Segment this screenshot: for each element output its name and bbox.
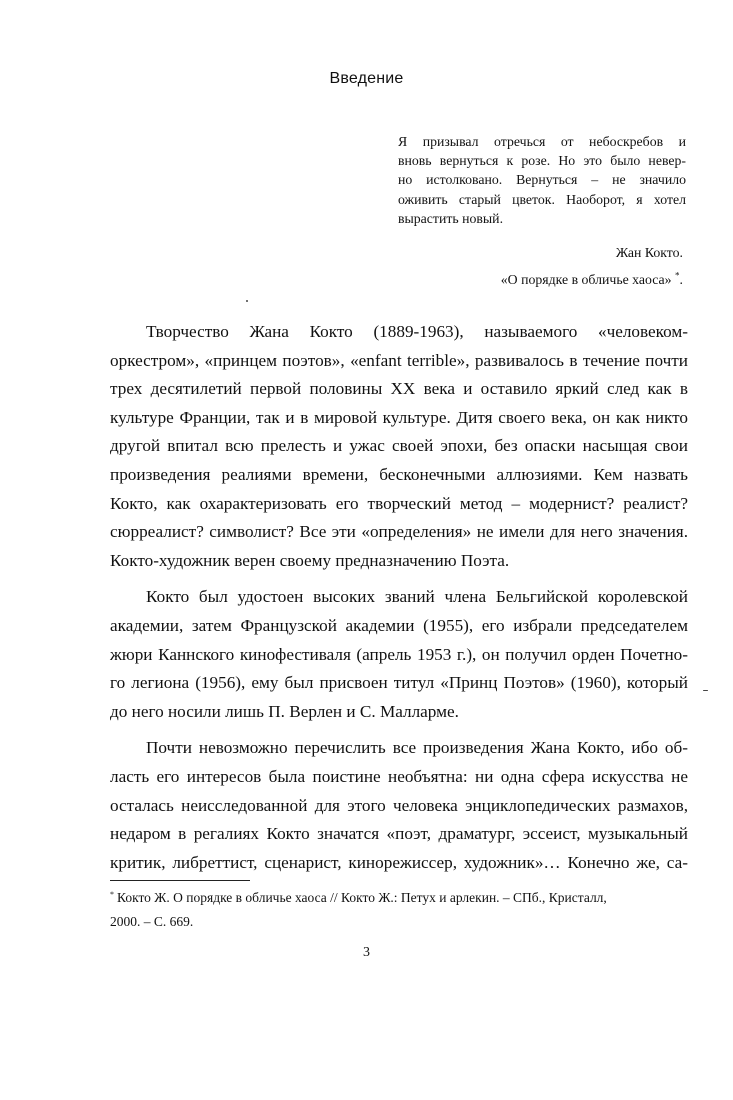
footnote-text: Кокто Ж. О порядке в обличье хаоса // Кокто Ж.: Петух и арлекин. – СПб., Кристалл, <box>117 890 607 905</box>
text-line: академии, затем Французской академии (1955), его избрали председателем <box>110 615 688 635</box>
text-line: Кокто, как охарактеризовать его творческий метод – модернист? реалист? <box>110 493 688 513</box>
text-line: критик, либреттист, сценарист, кинорежиссер, художник»… Конечно же, са- <box>110 852 688 872</box>
paragraph <box>110 583 688 726</box>
text-line: Кокто-художник верен своему предназначению Поэта. <box>110 550 510 570</box>
epigraph-source-tail: . <box>679 272 683 287</box>
footnote-separator <box>110 880 250 881</box>
scan-speck <box>703 690 708 691</box>
text-line: произведения реалиями времени, бесконечными аллюзиями. Кем назвать <box>110 464 688 484</box>
text-line: трех десятилетий первой половины XX века и оставило яркий след как в <box>110 379 688 399</box>
text-line: недаром в регалиях Кокто значатся «поэт, драматург, эссеист, музыкальный <box>110 824 688 844</box>
footnote-reference[interactable]: * <box>675 270 680 281</box>
epigraph-source-title: «О порядке в обличье хаоса» <box>500 272 672 287</box>
epigraph-line: вырастить новый. <box>398 210 504 226</box>
text-line: Кокто был удостоен высоких званий члена Бельгийской королевской <box>146 587 688 607</box>
text-line: культуре Франции, так и в мировой культуре. Дитя своего века, он как никто <box>110 407 688 427</box>
main-text <box>110 318 688 885</box>
text-line: го легиона (1956), ему был присвоен титул «Принц Поэтов» (1960), который <box>110 673 688 693</box>
epigraph-line: вновь вернуться к розе. Но это было невер- <box>398 153 686 169</box>
epigraph-line: Я призывал отречься от небоскребов и <box>398 134 686 149</box>
footnote-line <box>110 886 670 910</box>
text-line: до него носили лишь П. Верлен и С. Малларме. <box>110 701 459 721</box>
epigraph <box>398 132 686 228</box>
text-line: сюрреалист? символист? Все эти «определения» не имели для него значения. <box>110 522 688 542</box>
epigraph-line: но истолковано. Вернуться – не значило <box>398 172 686 188</box>
text-line: Почти невозможно перечислить все произведения Жана Кокто, ибо об- <box>146 738 688 758</box>
footnote-line: 2000. – С. 669. <box>110 914 194 929</box>
text-line: Творчество Жана Кокто (1889-1963), называемого «человеком- <box>146 322 688 341</box>
paragraph <box>110 734 688 877</box>
footnote-marker: * <box>110 889 114 899</box>
footnote <box>110 886 670 934</box>
epigraph-author: Жан Кокто. <box>615 245 683 260</box>
page-title: Введение <box>329 70 404 87</box>
epigraph-line: оживить старый цветок. Наоборот, я хотел <box>398 191 686 207</box>
text-line: ласть его интересов была поистине необъятна: ни одна сфера искусства не <box>110 766 688 786</box>
text-line: оркестром», «принцем поэтов», «enfant terrible», развивалось в течение почти <box>110 350 688 370</box>
paragraph <box>110 318 688 575</box>
scan-speck <box>246 300 248 302</box>
epigraph-source <box>501 272 683 288</box>
text-line: другой впитал всю прелесть и ужас своей эпохи, без опаски насыщая свои <box>110 436 688 456</box>
page-number: 3 <box>363 945 370 960</box>
text-line: осталась неисследованной для этого человека энциклопедических размахов, <box>110 795 688 815</box>
text-line: жюри Каннского кинофестиваля (апрель 1953 г.), он получил орден Почетно- <box>110 644 688 664</box>
